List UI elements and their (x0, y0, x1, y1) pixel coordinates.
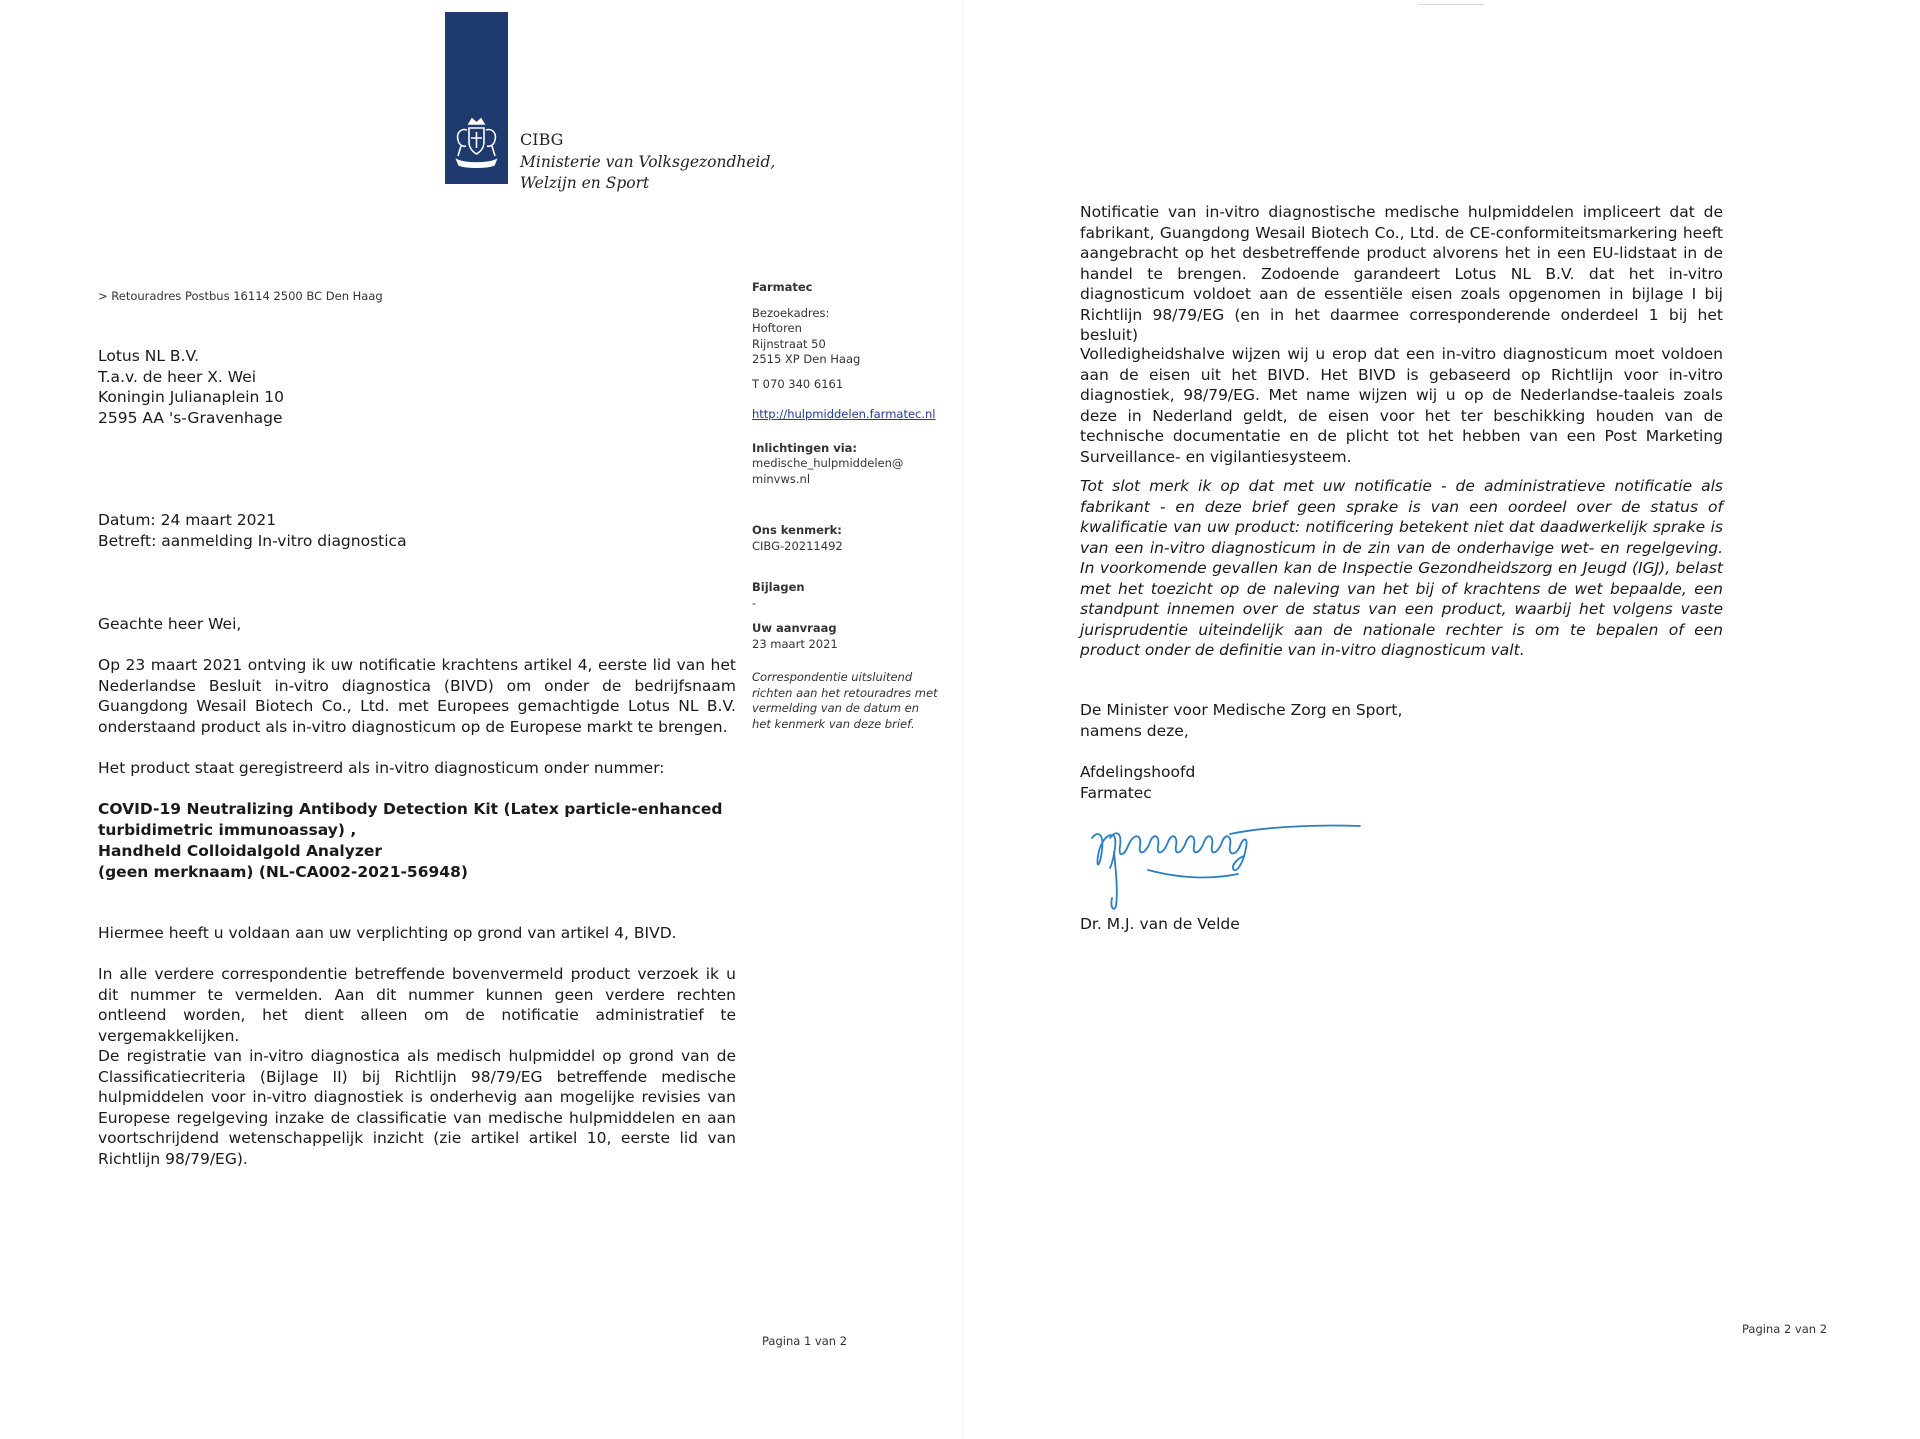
recipient-line: T.a.v. de heer X. Wei (98, 367, 257, 386)
product-line: Handheld Colloidalgold Analyzer (98, 842, 383, 860)
closing-line: De Minister voor Medische Zorg en Sport, (1080, 701, 1403, 719)
department-name: Farmatec (752, 280, 813, 294)
date-line: Datum: 24 maart 2021 (98, 511, 277, 529)
visit-address-line: Hoftoren (752, 321, 802, 335)
visit-address-line: Rijnstraat 50 (752, 336, 826, 351)
recipient-line: Lotus NL B.V. (98, 347, 199, 365)
ministry-name (520, 152, 800, 194)
attachments-label: Bijlagen (752, 580, 805, 594)
page-number: Pagina 1 van 2 (762, 1334, 848, 1348)
return-address: > Retouradres Postbus 16114 2500 BC Den Haag (98, 289, 383, 303)
phone-number: T 070 340 6161 (752, 376, 844, 391)
paragraph: De registratie van in-vitro diagnostica als medisch hulpmiddel op grond van de Classificatiecriteria (Bijlage II) bij Richtlijn 98/79/EG betreffende medische hulpmiddelen voor in-vitro diagnostiek is onderhevig aan mogelijke revisies van Europese regelgeving inzake de classificatie van medische hulpmiddelen en aan voortschrijdend wetenschappelijk inzicht (zie artikel artikel 10, eerste lid van Richtlijn 98/79/EG). (98, 1047, 736, 1168)
website-link[interactable]: http://hulpmiddelen.farmatec.nl (752, 407, 936, 421)
government-logo (445, 12, 508, 184)
visit-address-label: Bezoekadres: (752, 305, 830, 320)
paragraph: Volledigheidshalve wijzen wij u erop dat een in-vitro diagnosticum moet voldoen aan de eisen uit het BIVD. Het BIVD is gebaseerd op Richtlijn voor in-vitro diagnostiek, 98/79/EG. Met name wijzen wij u op de Nederlandse-taaleis zoals deze in Nederland geldt, de eisen voor het ter beschikking houden van de technische documentatie en de plicht tot het hebben van een Post Marketing Surveillance- en vigilantiesysteem. (1080, 345, 1723, 466)
product-line: turbidimetric immunoassay) , (98, 821, 357, 839)
date-subject-block (98, 510, 407, 551)
closing-block (1080, 700, 1402, 741)
signatory-role (1080, 762, 1195, 803)
role-line: Afdelingshoofd (1080, 763, 1196, 781)
reference-label: Ons kenmerk: (752, 523, 842, 537)
recipient-line: 2595 AA 's-Gravenhage (98, 408, 283, 427)
paragraph: Tot slot merk ik op dat met uw notificatie - de administratieve notificatie als fabrikant - en deze brief geen sprake is van een oordeel over de status of kwalificatie van uw product: notificering betekent niet dat daadwerkelijk sprake is van een in-vitro diagnosticum in de zin van de onderhavige wet- en regelgeving. In voorkomende gevallen kan de Inspectie Gezondheidszorg en Jeugd (IGJ), belast met het toezicht op de naleving van het bij of krachtens de wet bepaalde, een standpunt innemen over de status van een product, waarbij het volgens vaste jurisprudentie uiteindelijk aan de nationale rechter is om te bepalen of een product onder de definitie van in-vitro diagnosticum valt. (1080, 477, 1723, 659)
scan-mark (1418, 4, 1484, 5)
recipient-line: Koningin Julianaplein 10 (98, 388, 285, 406)
ministry-name-line1: Ministerie van Volksgezondheid, (520, 153, 776, 171)
reference-value: CIBG-20211492 (752, 538, 843, 553)
info-email-line: minvws.nl (752, 471, 811, 486)
page-number: Pagina 2 van 2 (1742, 1322, 1828, 1336)
org-abbreviation: CIBG (520, 130, 564, 149)
attachments-value: - (752, 595, 757, 610)
correspondence-note: vermelding van de datum en (752, 701, 920, 715)
product-line: COVID-19 Neutralizing Antibody Detection Kit (Latex particle-enhanced (98, 800, 723, 818)
paragraph: Notificatie van in-vitro diagnostische medische hulpmiddelen impliceert dat de fabrikant, Guangdong Wesail Biotech Co., Ltd. de CE-conformiteitsmarkering heeft aangebracht op het desbetreffende product alvorens het in een EU-lidstaat in de handel te brengen. Zodoende garandeert Lotus NL B.V. dat het in-vitro diagnosticum voldoet aan de essentiële eisen zoals opgenomen in bijlage I bij Richtlijn 98/79/EG (en in het daarmee corresponderende onderdeel 1 bij het besluit) (1080, 203, 1723, 344)
visit-address-line: 2515 XP Den Haag (752, 352, 861, 366)
coat-of-arms-icon (449, 116, 504, 172)
product-line: (geen merknaam) (NL-CA002-2021-56948) (98, 863, 468, 881)
request-label: Uw aanvraag (752, 621, 837, 635)
info-email-line: medische_hulpmiddelen@ (752, 456, 904, 470)
sender-sidebar (752, 280, 952, 732)
correspondence-note: richten aan het retouradres met (752, 685, 938, 700)
handwritten-signature (1088, 812, 1364, 912)
page-divider (962, 0, 963, 1439)
correspondence-note: het kenmerk van deze brief. (752, 716, 915, 731)
paragraph: In alle verdere correspondentie betreffende bovenvermeld product verzoek ik u dit nummer te vermelden. Aan dit nummer kunnen geen verdere rechten ontleend worden, het dient alleen om de notificatie administratief te vergemakkelijken. (98, 965, 736, 1045)
subject-line: Betreft: aanmelding In-vitro diagnostica (98, 531, 407, 550)
paragraph: Op 23 maart 2021 ontving ik uw notificatie krachtens artikel 4, eerste lid van het Nederlandse Besluit in-vitro diagnostica (BIVD) om onder de bedrijfsnaam Guangdong Wesail Biotech Co., Ltd. met Europees gemachtigde Lotus NL B.V. onderstaand product als in-vitro diagnosticum op de Europese markt te brengen. (98, 656, 736, 736)
recipient-address (98, 346, 284, 428)
info-label: Inlichtingen via: (752, 440, 857, 455)
correspondence-note: Correspondentie uitsluitend (752, 670, 913, 684)
signatory-name: Dr. M.J. van de Velde (1080, 915, 1240, 933)
paragraph: Hiermee heeft u voldaan aan uw verplichting op grond van artikel 4, BIVD. (98, 924, 677, 942)
closing-line: namens deze, (1080, 721, 1189, 740)
salutation: Geachte heer Wei, (98, 615, 242, 633)
product-registration (98, 799, 722, 883)
ministry-name-line2: Welzijn en Sport (520, 174, 650, 192)
role-line: Farmatec (1080, 783, 1152, 802)
paragraph: Het product staat geregistreerd als in-vitro diagnosticum onder nummer: (98, 759, 665, 777)
request-value: 23 maart 2021 (752, 636, 838, 651)
